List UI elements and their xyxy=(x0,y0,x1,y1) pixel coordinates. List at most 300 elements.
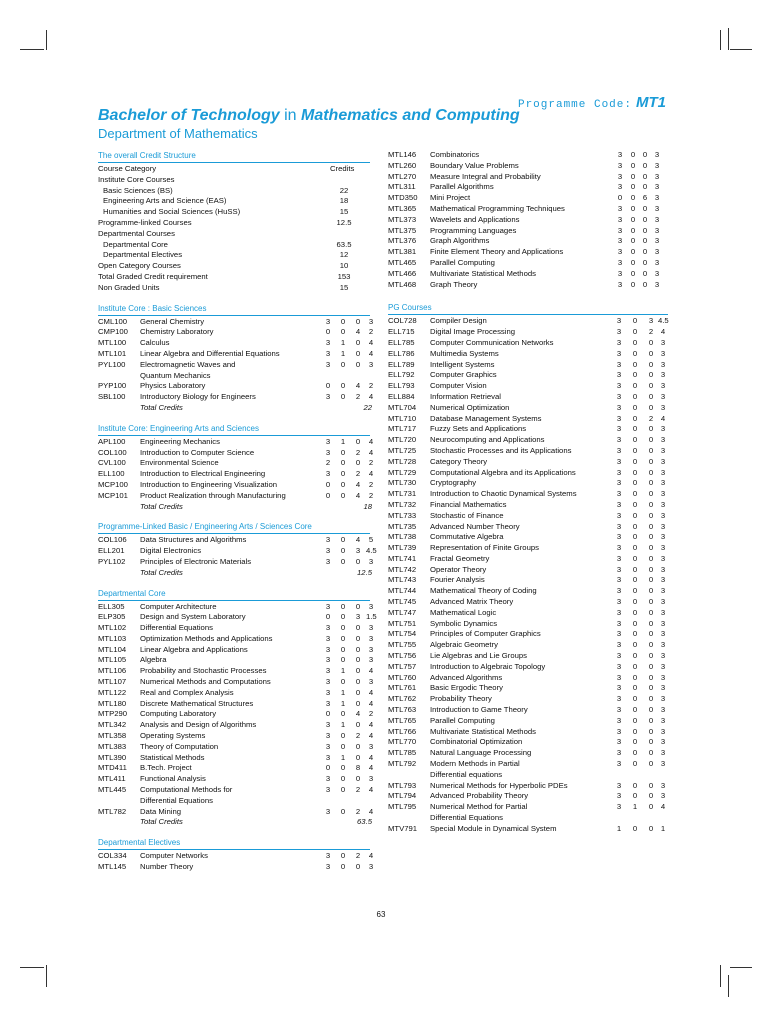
course-practical: 0 xyxy=(355,741,361,751)
course-practical: 0 xyxy=(648,694,654,704)
course-tutorial: 0 xyxy=(632,564,638,574)
crop-mark xyxy=(20,49,44,50)
course-tutorial: 0 xyxy=(632,553,638,563)
course-tutorial: 0 xyxy=(630,225,636,235)
course-practical: 0 xyxy=(642,182,648,192)
course-code: CML100 xyxy=(98,316,128,326)
course-row xyxy=(388,683,668,694)
course-tutorial: 0 xyxy=(632,672,638,682)
crop-mark xyxy=(730,49,752,50)
course-lecture: 3 xyxy=(616,532,622,542)
course-row xyxy=(388,349,668,360)
course-tutorial: 0 xyxy=(340,763,346,773)
course-code: MTL747 xyxy=(388,607,417,617)
credit-row xyxy=(98,240,370,251)
course-name: Operator Theory xyxy=(430,564,487,574)
credit-row xyxy=(98,283,370,294)
course-credits: 3 xyxy=(660,672,666,682)
course-code: ELL792 xyxy=(388,370,415,380)
course-lecture: 0 xyxy=(325,479,331,489)
course-practical: 0 xyxy=(648,726,654,736)
course-lecture: 3 xyxy=(616,543,622,553)
course-name: Computational Algebra and its Applications xyxy=(430,467,576,477)
course-credits: 4 xyxy=(368,338,374,348)
course-credits: 4 xyxy=(368,687,374,697)
course-credits: 3 xyxy=(368,774,374,784)
course-lecture: 3 xyxy=(325,556,331,566)
course-name: Data Structures and Algorithms xyxy=(140,535,247,545)
course-code: MTL311 xyxy=(388,182,416,192)
course-row xyxy=(388,608,668,619)
course-code: MTL731 xyxy=(388,489,417,499)
course-tutorial: 0 xyxy=(632,748,638,758)
course-credits: 4 xyxy=(368,851,374,861)
course-code: MTL270 xyxy=(388,171,417,181)
course-practical: 4 xyxy=(355,535,361,545)
course-tutorial: 0 xyxy=(632,381,638,391)
course-tutorial: 0 xyxy=(340,623,346,633)
course-credits: 4 xyxy=(660,413,666,423)
course-row xyxy=(98,644,374,656)
course-name: Optimization Methods and Applications xyxy=(140,633,273,643)
course-name: Analysis and Design of Algorithms xyxy=(140,720,257,730)
course-credits: 3 xyxy=(660,435,666,445)
course-row xyxy=(98,381,374,392)
course-credits: 3 xyxy=(660,726,666,736)
course-code: MTL107 xyxy=(98,677,127,687)
course-lecture: 3 xyxy=(325,666,331,676)
pg-courses-heading: PG Courses xyxy=(388,303,432,313)
course-name: Computer Graphics xyxy=(430,370,497,380)
credit-structure-rows xyxy=(98,175,370,294)
course-practical: 4 xyxy=(355,381,361,391)
course-lecture: 3 xyxy=(617,182,623,192)
course-lecture: 3 xyxy=(325,436,331,446)
course-lecture: 3 xyxy=(617,150,623,159)
course-tutorial: 0 xyxy=(630,257,636,267)
course-code: MTL739 xyxy=(388,543,417,553)
course-practical: 0 xyxy=(648,737,654,747)
section-gap xyxy=(98,414,370,423)
course-lecture: 3 xyxy=(325,644,331,654)
course-tutorial: 0 xyxy=(632,823,638,833)
course-credits: 3 xyxy=(368,677,374,687)
course-code: MTL728 xyxy=(388,456,417,466)
course-name: Parallel Algorithms xyxy=(430,182,494,192)
course-lecture: 3 xyxy=(616,413,622,423)
course-credits: 5 xyxy=(368,535,374,545)
course-row xyxy=(98,687,374,699)
course-lecture: 3 xyxy=(616,316,622,326)
course-lecture: 0 xyxy=(325,327,331,337)
course-code: MTL761 xyxy=(388,683,417,693)
course-code: MTL100 xyxy=(98,338,127,348)
course-credits: 4 xyxy=(368,392,374,402)
course-row xyxy=(98,371,370,382)
course-row xyxy=(98,752,374,764)
course-name: Operating Systems xyxy=(140,731,206,741)
course-credits: 4 xyxy=(368,806,374,816)
course-lecture: 3 xyxy=(616,705,622,715)
course-code: MTL730 xyxy=(388,478,417,488)
course-name: Differential Equations xyxy=(430,813,503,823)
section-heading: Departmental Electives xyxy=(98,838,181,848)
course-practical: 0 xyxy=(355,698,361,708)
course-tutorial: 0 xyxy=(632,521,638,531)
course-tutorial: 0 xyxy=(340,633,346,643)
course-credits: 3 xyxy=(660,402,666,412)
course-practical: 0 xyxy=(355,752,361,762)
course-credits: 3 xyxy=(654,182,660,192)
course-row xyxy=(98,316,374,328)
course-lecture: 3 xyxy=(616,391,622,401)
course-lecture: 3 xyxy=(325,546,331,556)
course-row xyxy=(98,546,377,557)
course-code: MTL744 xyxy=(388,586,417,596)
course-tutorial: 0 xyxy=(632,597,638,607)
course-name: General Chemistry xyxy=(140,316,205,326)
course-code: ELL100 xyxy=(98,469,125,479)
course-lecture: 3 xyxy=(616,683,622,693)
credit-value: 10 xyxy=(339,261,349,271)
course-credits: 3 xyxy=(660,510,666,520)
course-credits: 4 xyxy=(368,731,374,741)
course-practical: 0 xyxy=(648,672,654,682)
course-name: Principles of Electronic Materials xyxy=(140,556,252,566)
course-tutorial: 0 xyxy=(632,327,638,337)
course-practical: 0 xyxy=(648,791,654,801)
course-code: PYP100 xyxy=(98,381,127,391)
course-name: Linear Algebra and Applications xyxy=(140,644,248,654)
course-row xyxy=(98,698,374,710)
course-row xyxy=(388,813,668,824)
course-practical: 0 xyxy=(355,623,361,633)
course-name: Digital Image Processing xyxy=(430,327,516,337)
course-row xyxy=(98,392,374,403)
course-name: Probability Theory xyxy=(430,694,492,704)
course-tutorial: 0 xyxy=(340,381,346,391)
course-tutorial: 0 xyxy=(632,651,638,661)
course-code: MTL465 xyxy=(388,257,417,267)
course-row xyxy=(98,677,374,688)
course-practical: 0 xyxy=(355,436,361,446)
course-credits: 3 xyxy=(660,489,666,499)
course-credits: 4 xyxy=(368,348,374,358)
course-tutorial: 1 xyxy=(340,687,346,697)
course-row xyxy=(388,269,668,280)
course-code: ELL785 xyxy=(388,337,415,347)
course-tutorial: 0 xyxy=(340,447,346,457)
course-lecture: 3 xyxy=(325,851,331,861)
course-tutorial: 0 xyxy=(630,182,636,192)
course-name: Algebraic Geometry xyxy=(430,640,498,650)
course-row xyxy=(98,655,374,666)
course-practical: 0 xyxy=(648,391,654,401)
course-lecture: 3 xyxy=(325,359,331,369)
course-practical: 0 xyxy=(355,348,361,358)
course-lecture: 3 xyxy=(616,359,622,369)
course-lecture: 3 xyxy=(325,720,331,730)
course-name: Graph Algorithms xyxy=(430,236,490,246)
course-lecture: 3 xyxy=(325,774,331,784)
credit-category-label: Humanities and Social Sciences (HuSS) xyxy=(103,207,241,217)
course-practical: 0 xyxy=(355,338,361,348)
course-tutorial: 0 xyxy=(632,413,638,423)
course-row xyxy=(98,535,374,546)
course-lecture: 3 xyxy=(616,402,622,412)
course-lecture: 3 xyxy=(616,370,622,380)
course-code: CVL100 xyxy=(98,458,126,468)
course-credits: 3 xyxy=(660,478,666,488)
course-credits: 3 xyxy=(368,623,374,633)
crop-mark xyxy=(46,965,47,987)
course-tutorial: 0 xyxy=(632,359,638,369)
course-lecture: 3 xyxy=(617,247,623,257)
course-tutorial: 0 xyxy=(632,435,638,445)
course-tutorial: 0 xyxy=(632,543,638,553)
course-name: Mini Project xyxy=(430,193,471,203)
credit-value: 153 xyxy=(337,271,351,281)
course-tutorial: 0 xyxy=(340,785,346,795)
course-lecture: 3 xyxy=(616,489,622,499)
course-lecture: 0 xyxy=(617,193,623,203)
course-credits: 3 xyxy=(654,160,660,170)
course-practical: 6 xyxy=(642,193,648,203)
credit-row xyxy=(98,175,370,186)
course-lecture: 3 xyxy=(616,780,622,790)
course-lecture: 3 xyxy=(616,597,622,607)
course-code: MTL101 xyxy=(98,348,127,358)
course-credits: 3 xyxy=(660,683,666,693)
total-credits-label: Total Credits xyxy=(140,501,183,511)
course-code: MTL763 xyxy=(388,705,417,715)
course-name: Differential Equations xyxy=(140,623,213,633)
course-code: ELL305 xyxy=(98,601,125,611)
course-lecture: 3 xyxy=(616,564,622,574)
course-practical: 4 xyxy=(355,479,361,489)
course-row xyxy=(388,424,668,435)
course-tutorial: 0 xyxy=(630,268,636,278)
section-heading: Institute Core : Basic Sciences xyxy=(98,303,207,313)
course-practical: 0 xyxy=(648,370,654,380)
course-name: Computer Communication Networks xyxy=(430,337,554,347)
course-row xyxy=(388,694,668,705)
course-code: MTL720 xyxy=(388,435,417,445)
course-tutorial: 1 xyxy=(632,802,638,812)
course-tutorial: 0 xyxy=(630,171,636,181)
section-heading: Programme-Linked Basic / Engineering Arts / Sciences Core xyxy=(98,522,312,532)
course-tutorial: 1 xyxy=(340,666,346,676)
course-lecture: 3 xyxy=(325,316,331,326)
course-code: MTP290 xyxy=(98,709,128,719)
course-row xyxy=(98,741,374,753)
page-number: 63 xyxy=(376,910,386,919)
course-practical: 0 xyxy=(648,748,654,758)
course-tutorial: 0 xyxy=(630,247,636,257)
course-row xyxy=(98,623,374,634)
credit-structure-header-row xyxy=(98,164,370,175)
course-name: Introduction to Computer Science xyxy=(140,447,255,457)
course-row xyxy=(388,403,668,414)
course-row xyxy=(388,727,668,738)
course-credits: 3 xyxy=(660,694,666,704)
course-code: MTL105 xyxy=(98,655,127,665)
course-row xyxy=(388,597,668,608)
crop-mark xyxy=(728,28,729,50)
credit-row xyxy=(98,186,370,197)
course-row xyxy=(98,469,374,480)
course-credits: 2 xyxy=(368,381,374,391)
course-row xyxy=(388,457,668,468)
total-credits-value: 12.5 xyxy=(357,567,372,577)
course-name: Fuzzy Sets and Applications xyxy=(430,424,527,434)
course-lecture: 0 xyxy=(325,709,331,719)
course-lecture: 3 xyxy=(616,435,622,445)
course-practical: 0 xyxy=(648,715,654,725)
course-tutorial: 0 xyxy=(632,629,638,639)
course-name: Digital Electronics xyxy=(140,546,202,556)
course-code: MTL762 xyxy=(388,694,417,704)
course-practical: 0 xyxy=(648,618,654,628)
credit-value: 12 xyxy=(339,250,349,260)
course-tutorial: 0 xyxy=(632,780,638,790)
course-row xyxy=(388,673,668,684)
course-practical: 0 xyxy=(355,655,361,665)
section-rule xyxy=(98,162,370,163)
course-credits: 3 xyxy=(660,553,666,563)
course-tutorial: 0 xyxy=(630,203,636,213)
course-credits: 3 xyxy=(660,651,666,661)
course-practical: 0 xyxy=(355,644,361,654)
course-credits: 1 xyxy=(660,823,666,833)
course-name: Natural Language Processing xyxy=(430,748,532,758)
course-lecture: 3 xyxy=(616,715,622,725)
course-lecture: 1 xyxy=(616,823,622,833)
course-name: Advanced Number Theory xyxy=(430,521,520,531)
course-tutorial: 0 xyxy=(340,458,346,468)
course-practical: 2 xyxy=(355,785,361,795)
course-tutorial: 0 xyxy=(632,456,638,466)
course-tutorial: 0 xyxy=(340,806,346,816)
course-lecture: 3 xyxy=(325,731,331,741)
course-name: Introduction to Chaotic Dynamical Systems xyxy=(430,489,577,499)
course-credits: 4 xyxy=(368,666,374,676)
course-row xyxy=(388,554,668,565)
course-row xyxy=(388,193,668,204)
course-practical: 2 xyxy=(355,447,361,457)
course-row xyxy=(98,720,374,731)
section-gap xyxy=(98,579,370,588)
course-code: MTL733 xyxy=(388,510,417,520)
course-code: MTL717 xyxy=(388,424,417,434)
course-practical: 0 xyxy=(355,359,361,369)
course-name: Combinatorics xyxy=(430,150,480,159)
course-practical: 3 xyxy=(355,612,361,622)
credit-row xyxy=(98,218,370,229)
course-practical: 3 xyxy=(355,546,361,556)
course-row xyxy=(388,392,668,403)
course-lecture: 3 xyxy=(616,802,622,812)
section-rule xyxy=(98,849,370,850)
course-credits: 3 xyxy=(654,247,660,257)
credit-category-label: Departmental Core xyxy=(103,239,168,249)
course-code: MTL445 xyxy=(98,785,127,795)
course-lecture: 3 xyxy=(616,445,622,455)
right-column xyxy=(388,150,668,835)
total-credits-value: 22 xyxy=(363,402,372,412)
course-name: Combinatorial Optimization xyxy=(430,737,523,747)
total-credits-row xyxy=(98,817,370,828)
course-tutorial: 0 xyxy=(340,851,346,861)
course-code: ELL884 xyxy=(388,391,415,401)
course-credits: 4 xyxy=(368,752,374,762)
course-tutorial: 0 xyxy=(632,478,638,488)
course-code: MTL145 xyxy=(98,862,127,872)
course-code: MTL466 xyxy=(388,268,417,278)
course-practical: 0 xyxy=(648,521,654,531)
course-tutorial: 0 xyxy=(632,391,638,401)
course-row xyxy=(98,633,374,645)
course-practical: 0 xyxy=(648,705,654,715)
course-code: COL106 xyxy=(98,535,127,545)
course-tutorial: 0 xyxy=(340,556,346,566)
course-practical: 0 xyxy=(642,160,648,170)
course-tutorial: 0 xyxy=(630,160,636,170)
course-tutorial: 0 xyxy=(340,535,346,545)
course-practical: 0 xyxy=(648,683,654,693)
title-degree: Bachelor of Technology xyxy=(98,107,280,124)
course-row xyxy=(98,763,374,774)
course-lecture: 3 xyxy=(616,337,622,347)
course-credits: 2 xyxy=(368,490,374,500)
course-name: Database Management Systems xyxy=(430,413,542,423)
course-row xyxy=(98,338,374,349)
course-credits: 3 xyxy=(660,791,666,801)
course-practical: 2 xyxy=(355,469,361,479)
course-credits: 3 xyxy=(368,862,374,872)
course-lecture: 3 xyxy=(616,759,622,769)
course-tutorial: 0 xyxy=(630,150,636,159)
course-practical: 4 xyxy=(355,490,361,500)
course-lecture: 3 xyxy=(617,268,623,278)
course-row xyxy=(388,565,668,576)
course-lecture: 3 xyxy=(616,478,622,488)
department-name: Department of Mathematics xyxy=(98,126,258,141)
course-lecture: 3 xyxy=(616,586,622,596)
course-row xyxy=(388,226,668,237)
total-credits-row xyxy=(98,502,370,513)
course-name: Financial Mathematics xyxy=(430,499,507,509)
course-practical: 0 xyxy=(648,424,654,434)
course-name: Introduction to Game Theory xyxy=(430,705,528,715)
course-lecture: 3 xyxy=(616,726,622,736)
course-practical: 0 xyxy=(648,532,654,542)
course-credits: 3 xyxy=(654,268,660,278)
course-code: PYL100 xyxy=(98,359,126,369)
section-rule xyxy=(98,435,370,436)
course-practical: 4 xyxy=(355,327,361,337)
course-credits: 4 xyxy=(368,763,374,773)
course-row xyxy=(388,316,668,327)
course-credits: 3 xyxy=(660,445,666,455)
course-lecture: 3 xyxy=(616,456,622,466)
course-row xyxy=(388,716,668,727)
course-practical: 0 xyxy=(648,629,654,639)
credit-value: 18 xyxy=(339,196,349,206)
course-row xyxy=(388,435,668,446)
course-name: Representation of Finite Groups xyxy=(430,543,539,553)
course-name: Commutative Algebra xyxy=(430,532,504,542)
